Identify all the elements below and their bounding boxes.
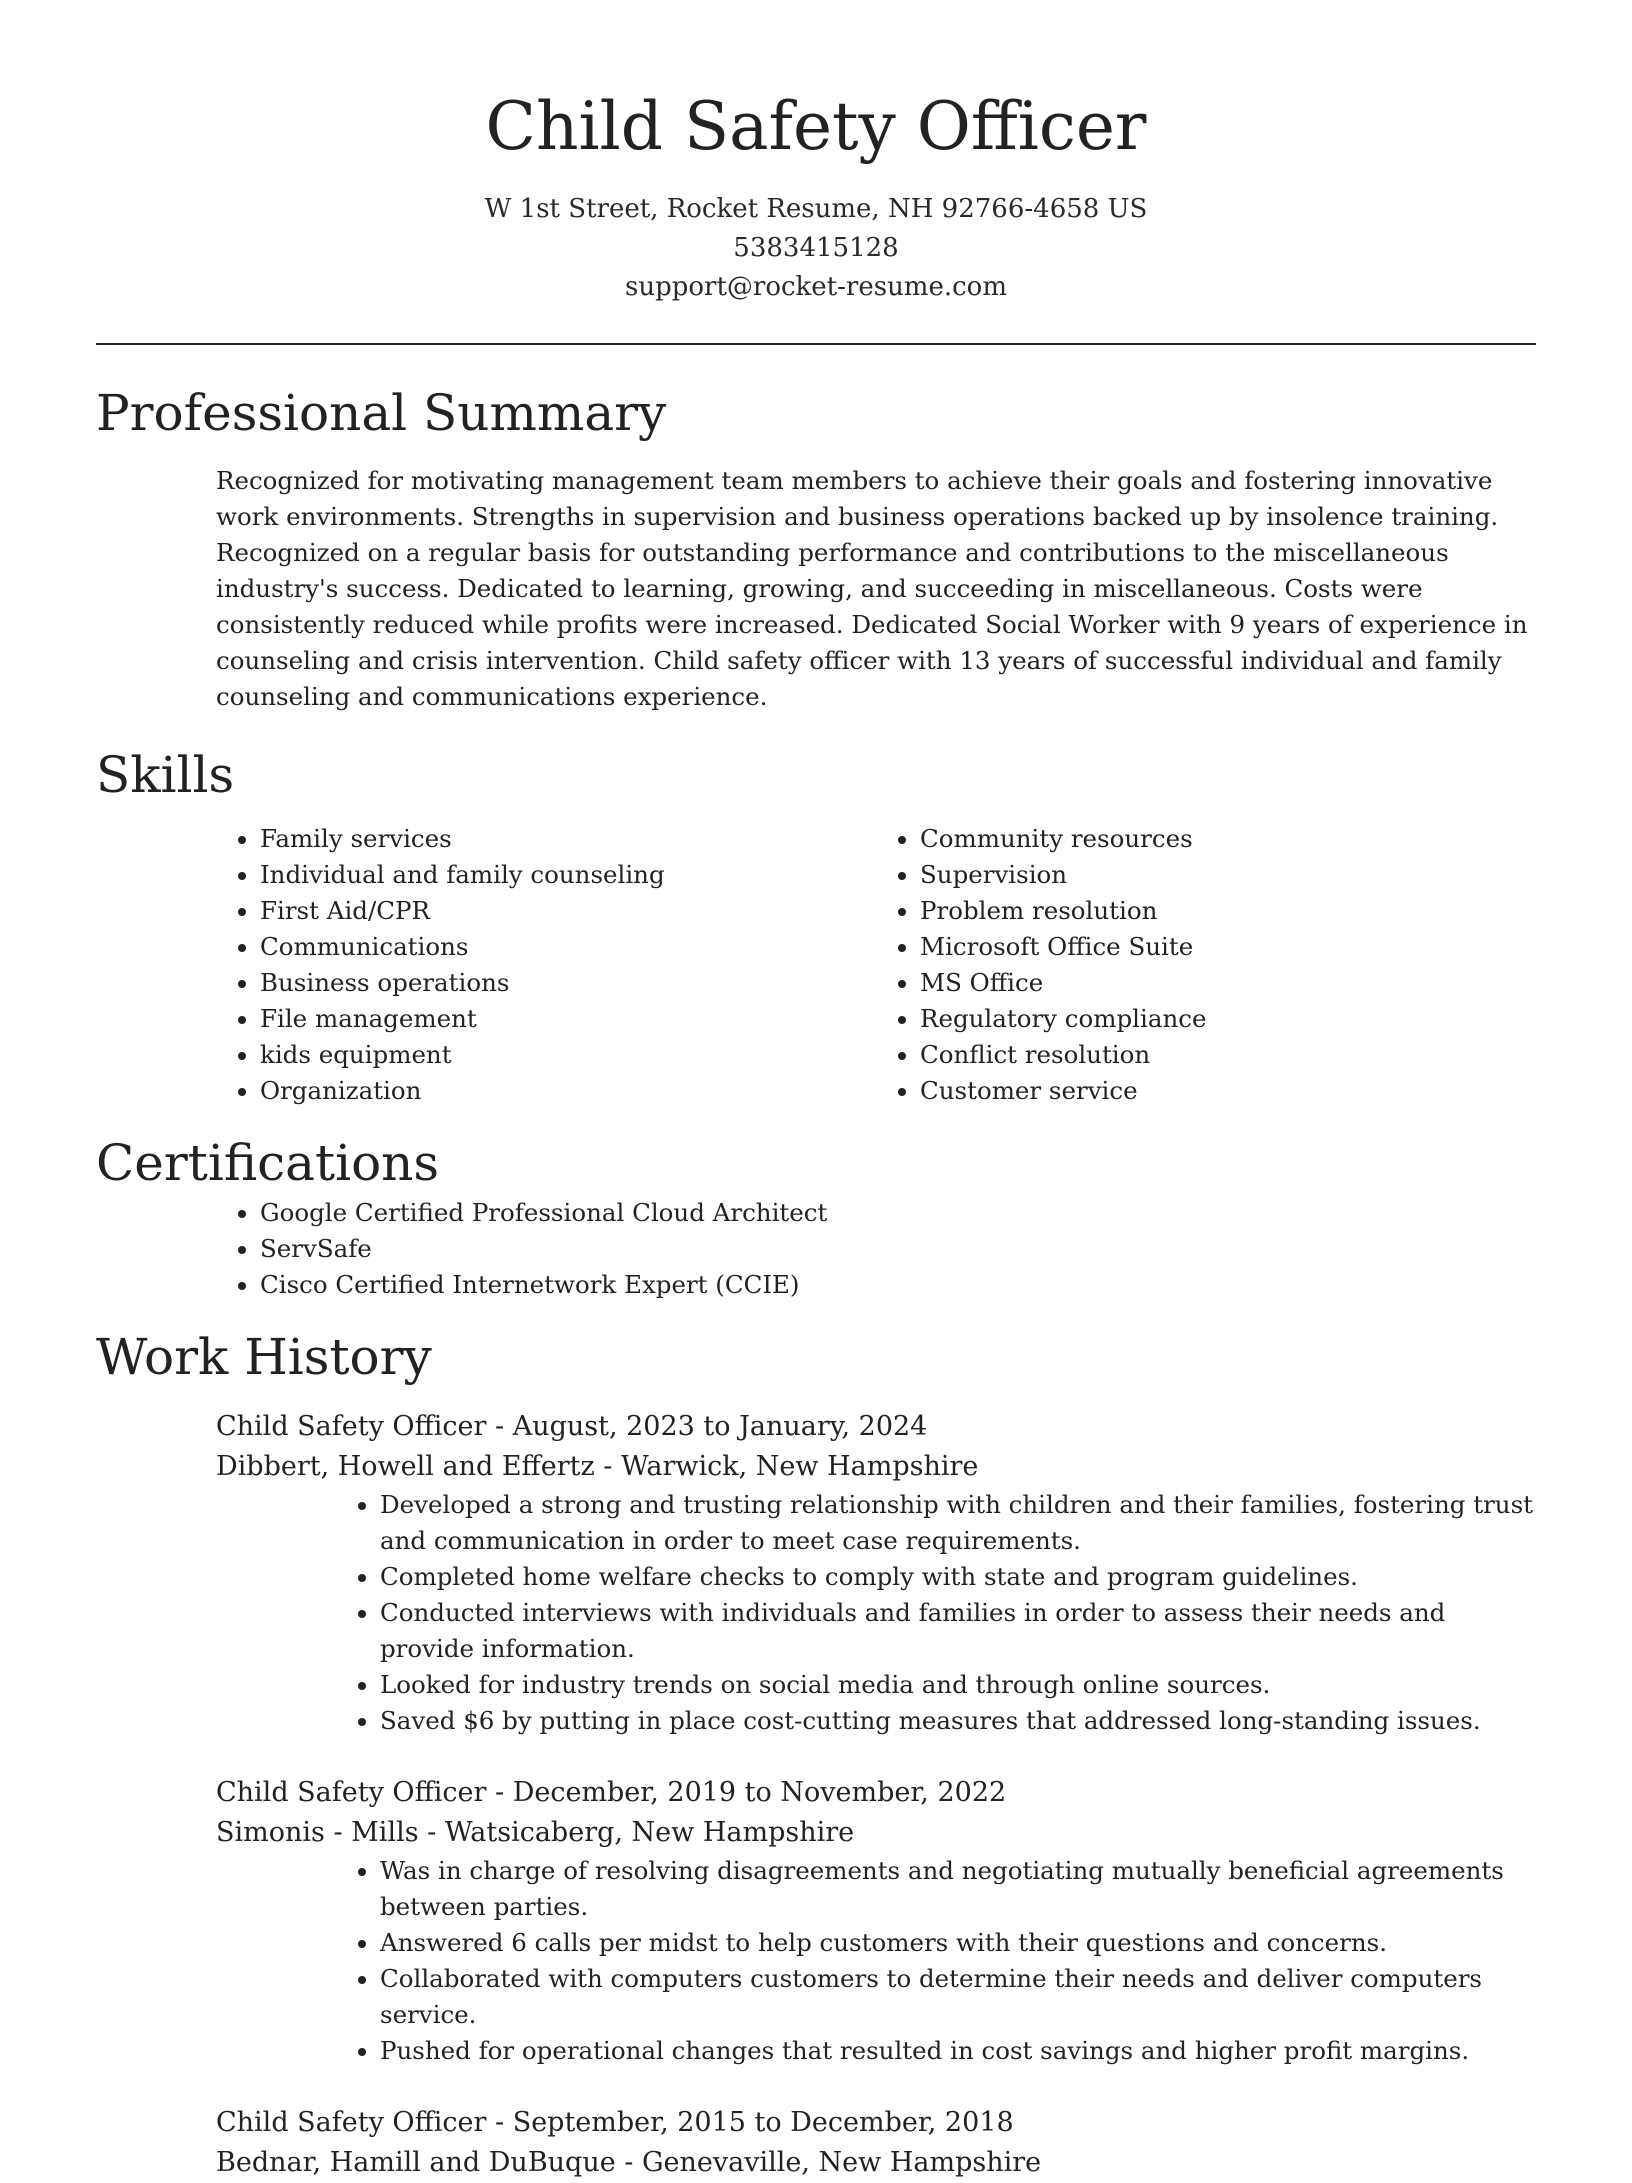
certification-item: • Cisco Certified Internetwork Expert (CCIE) [260,1267,1536,1303]
job-duties-list [216,1487,1536,1739]
certifications-list [96,1195,1536,1303]
job-dates: - September, 2015 to December, 2018 [486,2107,1014,2138]
skill-item: • Communications [260,929,876,965]
job-title-line [216,1407,1536,1447]
skill-item: • MS Office [920,965,1536,1001]
contact-info [96,190,1536,307]
summary-heading: Professional Summary [96,384,667,442]
skill-item: • Problem resolution [920,893,1536,929]
job-location: - Genevaville, New Hampshire [615,2147,1042,2178]
skill-item: • Supervision [920,857,1536,893]
job-duties-list [216,1853,1536,2069]
job-location: - Warwick, New Hampshire [594,1451,979,1482]
skill-item: • First Aid/CPR [260,893,876,929]
job-dates: - August, 2023 to January, 2024 [486,1411,928,1442]
job-title: Child Safety Officer [216,2107,487,2138]
job-dates: - December, 2019 to November, 2022 [486,1777,1007,1808]
job-duty-item: • Collaborated with computers customers to determine their needs and deliver computers service. [380,1961,1536,2033]
job-company-line [216,1447,1536,1487]
work-history-heading: Work History [96,1328,432,1386]
job-title: Child Safety Officer [216,1411,487,1442]
skill-item: • Conflict resolution [920,1037,1536,1073]
certification-item: • ServSafe [260,1231,1536,1267]
email-text: support@rocket-resume.com [624,272,1007,302]
job-company-line [216,2143,1536,2183]
header-divider [96,343,1536,345]
skills-list-left [96,821,876,1109]
skill-item: • Community resources [920,821,1536,857]
skill-item: • Organization [260,1073,876,1109]
job-duty-item: • Conducted interviews with individuals and families in order to assess their needs and provide information. [380,1595,1536,1667]
skills-list-right [876,821,1536,1109]
job-entry [216,2103,1536,2183]
skill-item: • Business operations [260,965,876,1001]
skills-grid [96,821,1536,1109]
company-name: Simonis - Mills [216,1817,419,1848]
company-name: Bednar, Hamill and DuBuque [216,2147,616,2178]
job-duty-item: • Developed a strong and trusting relationship with children and their families, fostering trust and communication in order to meet case requirements. [380,1487,1536,1559]
job-title-line [216,1773,1536,1813]
certification-item: • Google Certified Professional Cloud Architect [260,1195,1536,1231]
job-duty-item: • Looked for industry trends on social media and through online sources. [380,1667,1536,1703]
skill-item: • File management [260,1001,876,1037]
company-name: Dibbert, Howell and Effertz [216,1451,595,1482]
skill-item: • Customer service [920,1073,1536,1109]
skill-item: • kids equipment [260,1037,876,1073]
summary-text: Recognized for motivating management team members to achieve their goals and fostering innovative work environments. Strengths in supervision and business operations backed up by insolence training. Recognized on a regular basis for outstanding performance and contributions to the miscellaneous industry's success. Dedicated to learning, growing, and succeeding in miscellaneous. Costs were consistently reduced while profits were increased. Dedicated Social Worker with 9 years of experience in counseling and crisis intervention. Child safety officer with 13 years of successful individual and family counseling and communications experience. [216,466,1528,711]
job-entry [216,1773,1536,2069]
skill-item: • Individual and family counseling [260,857,876,893]
resume-page [96,0,1536,2183]
skill-item: • Family services [260,821,876,857]
job-duty-item: • Pushed for operational changes that resulted in cost savings and higher profit margins. [380,2033,1536,2069]
skill-item: • Regulatory compliance [920,1001,1536,1037]
job-location: - Watsicaberg, New Hampshire [418,1817,855,1848]
skills-heading: Skills [96,746,235,804]
address-text: W 1st Street, Rocket Resume, NH 92766-4658 US [484,194,1148,224]
job-duty-item: • Was in charge of resolving disagreements and negotiating mutually beneficial agreements between parties. [380,1853,1536,1925]
skill-item: • Microsoft Office Suite [920,929,1536,965]
certifications-heading: Certifications [96,1134,440,1192]
job-entry [216,1407,1536,1739]
job-duty-item: • Answered 6 calls per midst to help customers with their questions and concerns. [380,1925,1536,1961]
page-title: Child Safety Officer [485,88,1147,165]
resume-header [96,0,1536,307]
job-title: Child Safety Officer [216,1777,487,1808]
phone-text: 5383415128 [733,233,899,263]
job-title-line [216,2103,1536,2143]
job-duty-item: • Completed home welfare checks to comply with state and program guidelines. [380,1559,1536,1595]
job-duty-item: • Saved $6 by putting in place cost-cutting measures that addressed long-standing issues. [380,1703,1536,1739]
job-company-line [216,1813,1536,1853]
